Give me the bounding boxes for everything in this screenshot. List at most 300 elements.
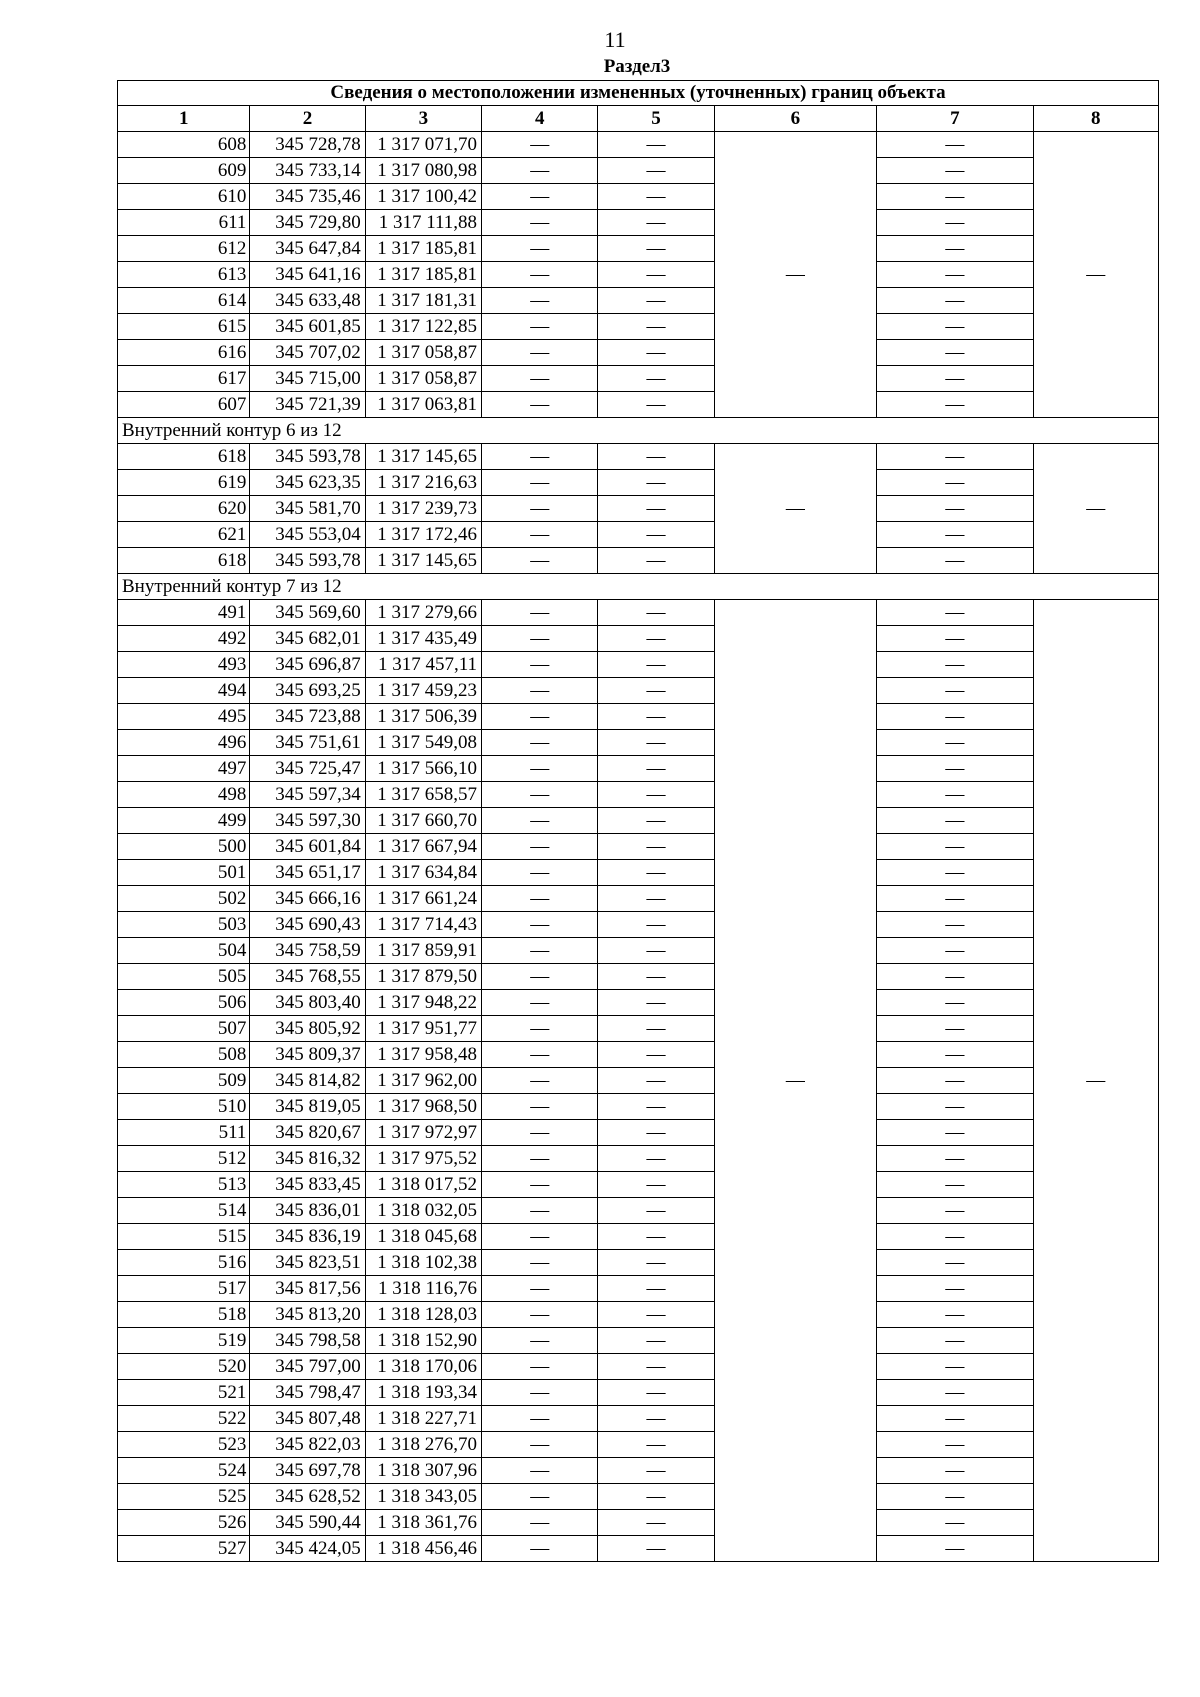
contour-label: Внутренний контур 7 из 12 <box>118 574 1159 600</box>
column-header: 6 <box>714 106 876 132</box>
coord-x: 345 633,48 <box>250 288 365 314</box>
coord-y: 1 317 145,65 <box>365 444 481 470</box>
col5-dash: — <box>598 1094 714 1120</box>
coord-y: 1 317 459,23 <box>365 678 481 704</box>
table-row <box>118 444 1159 470</box>
coord-y: 1 317 122,85 <box>365 314 481 340</box>
col5-dash: — <box>598 1484 714 1510</box>
col5-dash: — <box>598 366 714 392</box>
col5-dash: — <box>598 1380 714 1406</box>
col4-dash: — <box>482 1510 598 1536</box>
col7-dash: — <box>877 1276 1033 1302</box>
point-number: 521 <box>118 1380 250 1406</box>
col5-dash: — <box>598 470 714 496</box>
col7-dash: — <box>877 522 1033 548</box>
point-number: 511 <box>118 1120 250 1146</box>
table-row <box>118 704 1159 730</box>
col7-dash: — <box>877 470 1033 496</box>
col4-dash: — <box>482 1250 598 1276</box>
coord-y: 1 317 962,00 <box>365 1068 481 1094</box>
col7-dash: — <box>877 1406 1033 1432</box>
table-row <box>118 1094 1159 1120</box>
col5-dash: — <box>598 1198 714 1224</box>
col7-dash: — <box>877 1328 1033 1354</box>
coord-y: 1 317 279,66 <box>365 600 481 626</box>
table-row <box>118 1250 1159 1276</box>
col7-dash: — <box>877 262 1033 288</box>
table-row <box>118 1484 1159 1510</box>
coord-x: 345 590,44 <box>250 1510 365 1536</box>
col8-merged-dash: — <box>1033 444 1158 574</box>
col7-dash: — <box>877 964 1033 990</box>
col7-dash: — <box>877 1380 1033 1406</box>
col4-dash: — <box>482 1354 598 1380</box>
col5-dash: — <box>598 392 714 418</box>
col7-dash: — <box>877 990 1033 1016</box>
col4-dash: — <box>482 886 598 912</box>
coord-y: 1 317 658,57 <box>365 782 481 808</box>
coord-y: 1 317 100,42 <box>365 184 481 210</box>
coord-x: 345 581,70 <box>250 496 365 522</box>
table-row <box>118 1406 1159 1432</box>
table-row <box>118 912 1159 938</box>
coord-y: 1 318 017,52 <box>365 1172 481 1198</box>
point-number: 505 <box>118 964 250 990</box>
point-number: 494 <box>118 678 250 704</box>
table-row <box>118 678 1159 704</box>
col4-dash: — <box>482 444 598 470</box>
col5-dash: — <box>598 210 714 236</box>
coord-y: 1 317 968,50 <box>365 1094 481 1120</box>
col7-dash: — <box>877 834 1033 860</box>
col5-dash: — <box>598 626 714 652</box>
col5-dash: — <box>598 652 714 678</box>
col5-dash: — <box>598 782 714 808</box>
point-number: 508 <box>118 1042 250 1068</box>
table-row <box>118 1354 1159 1380</box>
coord-y: 1 317 145,65 <box>365 548 481 574</box>
coord-y: 1 317 435,49 <box>365 626 481 652</box>
col5-dash: — <box>598 314 714 340</box>
col4-dash: — <box>482 782 598 808</box>
col4-dash: — <box>482 652 598 678</box>
col4-dash: — <box>482 1146 598 1172</box>
col7-dash: — <box>877 444 1033 470</box>
coord-y: 1 318 170,06 <box>365 1354 481 1380</box>
col5-dash: — <box>598 704 714 730</box>
col8-merged-dash: — <box>1033 600 1158 1562</box>
coord-x: 345 816,32 <box>250 1146 365 1172</box>
column-header: 4 <box>482 106 598 132</box>
point-number: 507 <box>118 1016 250 1042</box>
table-row <box>118 860 1159 886</box>
point-number: 520 <box>118 1354 250 1380</box>
coord-x: 345 728,78 <box>250 132 365 158</box>
col4-dash: — <box>482 1458 598 1484</box>
point-number: 503 <box>118 912 250 938</box>
col4-dash: — <box>482 1042 598 1068</box>
col4-dash: — <box>482 1432 598 1458</box>
coord-x: 345 597,34 <box>250 782 365 808</box>
col5-dash: — <box>598 1406 714 1432</box>
coord-y: 1 318 152,90 <box>365 1328 481 1354</box>
col5-dash: — <box>598 184 714 210</box>
col4-dash: — <box>482 1484 598 1510</box>
col7-dash: — <box>877 652 1033 678</box>
table-row <box>118 496 1159 522</box>
coord-y: 1 318 227,71 <box>365 1406 481 1432</box>
point-number: 512 <box>118 1146 250 1172</box>
coord-x: 345 803,40 <box>250 990 365 1016</box>
table-row <box>118 288 1159 314</box>
col5-dash: — <box>598 730 714 756</box>
col7-dash: — <box>877 1302 1033 1328</box>
point-number: 618 <box>118 444 250 470</box>
col7-dash: — <box>877 1432 1033 1458</box>
table-row <box>118 1458 1159 1484</box>
table-row <box>118 1302 1159 1328</box>
col5-dash: — <box>598 1250 714 1276</box>
col6-merged-dash: — <box>714 444 876 574</box>
col5-dash: — <box>598 1016 714 1042</box>
coord-y: 1 317 948,22 <box>365 990 481 1016</box>
coord-y: 1 317 661,24 <box>365 886 481 912</box>
col5-dash: — <box>598 678 714 704</box>
coord-y: 1 317 185,81 <box>365 262 481 288</box>
coord-y: 1 317 506,39 <box>365 704 481 730</box>
coord-x: 345 569,60 <box>250 600 365 626</box>
point-number: 501 <box>118 860 250 886</box>
section-title: Раздел3 <box>603 56 671 77</box>
table-row <box>118 600 1159 626</box>
col7-dash: — <box>877 1510 1033 1536</box>
table-row <box>118 522 1159 548</box>
point-number: 607 <box>118 392 250 418</box>
table-row <box>118 730 1159 756</box>
table-row <box>118 1432 1159 1458</box>
coord-y: 1 317 181,31 <box>365 288 481 314</box>
table-row <box>118 210 1159 236</box>
col5-dash: — <box>598 1068 714 1094</box>
col7-dash: — <box>877 496 1033 522</box>
col7-dash: — <box>877 1172 1033 1198</box>
col4-dash: — <box>482 1172 598 1198</box>
col5-dash: — <box>598 548 714 574</box>
col4-dash: — <box>482 314 598 340</box>
contour-label: Внутренний контур 6 из 12 <box>118 418 1159 444</box>
col7-dash: — <box>877 314 1033 340</box>
column-header: 8 <box>1033 106 1158 132</box>
point-number: 617 <box>118 366 250 392</box>
col7-dash: — <box>877 158 1033 184</box>
table-row <box>118 262 1159 288</box>
table-row <box>118 1146 1159 1172</box>
col7-dash: — <box>877 1146 1033 1172</box>
table-title: Сведения о местоположении измененных (уточненных) границ объекта <box>118 81 1159 106</box>
coord-x: 345 733,14 <box>250 158 365 184</box>
col4-dash: — <box>482 808 598 834</box>
coord-x: 345 819,05 <box>250 1094 365 1120</box>
col4-dash: — <box>482 600 598 626</box>
col7-dash: — <box>877 600 1033 626</box>
point-number: 492 <box>118 626 250 652</box>
coord-x: 345 798,47 <box>250 1380 365 1406</box>
coord-x: 345 836,19 <box>250 1224 365 1250</box>
point-number: 500 <box>118 834 250 860</box>
point-number: 497 <box>118 756 250 782</box>
coord-x: 345 798,58 <box>250 1328 365 1354</box>
contour-row <box>118 574 1159 600</box>
col4-dash: — <box>482 548 598 574</box>
col4-dash: — <box>482 236 598 262</box>
column-header: 5 <box>598 106 714 132</box>
coord-y: 1 317 951,77 <box>365 1016 481 1042</box>
coord-x: 345 814,82 <box>250 1068 365 1094</box>
coord-x: 345 690,43 <box>250 912 365 938</box>
point-number: 513 <box>118 1172 250 1198</box>
table-row <box>118 340 1159 366</box>
table-row <box>118 1224 1159 1250</box>
point-number: 516 <box>118 1250 250 1276</box>
point-number: 498 <box>118 782 250 808</box>
col7-dash: — <box>877 808 1033 834</box>
table-row <box>118 1510 1159 1536</box>
coord-y: 1 318 116,76 <box>365 1276 481 1302</box>
col7-dash: — <box>877 860 1033 886</box>
col7-dash: — <box>877 886 1033 912</box>
coord-x: 345 623,35 <box>250 470 365 496</box>
table-row <box>118 236 1159 262</box>
coord-y: 1 317 063,81 <box>365 392 481 418</box>
col4-dash: — <box>482 860 598 886</box>
coord-y: 1 317 660,70 <box>365 808 481 834</box>
point-number: 619 <box>118 470 250 496</box>
col5-dash: — <box>598 964 714 990</box>
col4-dash: — <box>482 1224 598 1250</box>
point-number: 518 <box>118 1302 250 1328</box>
table-row <box>118 782 1159 808</box>
column-header: 2 <box>250 106 365 132</box>
coord-x: 345 820,67 <box>250 1120 365 1146</box>
column-header: 7 <box>877 106 1033 132</box>
col5-dash: — <box>598 1276 714 1302</box>
col5-dash: — <box>598 600 714 626</box>
coord-x: 345 707,02 <box>250 340 365 366</box>
col5-dash: — <box>598 288 714 314</box>
coord-y: 1 318 307,96 <box>365 1458 481 1484</box>
col5-dash: — <box>598 1458 714 1484</box>
point-number: 510 <box>118 1094 250 1120</box>
coord-y: 1 317 667,94 <box>365 834 481 860</box>
col5-dash: — <box>598 834 714 860</box>
coord-y: 1 318 343,05 <box>365 1484 481 1510</box>
coord-y: 1 317 111,88 <box>365 210 481 236</box>
coord-y: 1 317 058,87 <box>365 366 481 392</box>
coord-x: 345 758,59 <box>250 938 365 964</box>
coord-x: 345 593,78 <box>250 444 365 470</box>
col7-dash: — <box>877 1042 1033 1068</box>
point-number: 610 <box>118 184 250 210</box>
col4-dash: — <box>482 132 598 158</box>
col5-dash: — <box>598 1146 714 1172</box>
table-row <box>118 132 1159 158</box>
point-number: 496 <box>118 730 250 756</box>
coord-x: 345 651,17 <box>250 860 365 886</box>
col4-dash: — <box>482 158 598 184</box>
col7-dash: — <box>877 210 1033 236</box>
coord-y: 1 317 239,73 <box>365 496 481 522</box>
point-number: 615 <box>118 314 250 340</box>
col7-dash: — <box>877 288 1033 314</box>
col4-dash: — <box>482 1536 598 1562</box>
point-number: 502 <box>118 886 250 912</box>
col7-dash: — <box>877 1458 1033 1484</box>
point-number: 613 <box>118 262 250 288</box>
coord-y: 1 318 456,46 <box>365 1536 481 1562</box>
col7-dash: — <box>877 626 1033 652</box>
point-number: 522 <box>118 1406 250 1432</box>
table-row <box>118 1276 1159 1302</box>
table-row <box>118 834 1159 860</box>
col7-dash: — <box>877 730 1033 756</box>
col7-dash: — <box>877 1016 1033 1042</box>
coord-x: 345 822,03 <box>250 1432 365 1458</box>
col8-merged-dash: — <box>1033 132 1158 418</box>
coord-x: 345 697,78 <box>250 1458 365 1484</box>
col4-dash: — <box>482 1380 598 1406</box>
point-number: 504 <box>118 938 250 964</box>
col4-dash: — <box>482 1068 598 1094</box>
coord-x: 345 553,04 <box>250 522 365 548</box>
point-number: 523 <box>118 1432 250 1458</box>
coord-x: 345 715,00 <box>250 366 365 392</box>
col5-dash: — <box>598 262 714 288</box>
col5-dash: — <box>598 1536 714 1562</box>
coord-y: 1 317 549,08 <box>365 730 481 756</box>
point-number: 506 <box>118 990 250 1016</box>
col5-dash: — <box>598 912 714 938</box>
col7-dash: — <box>877 1198 1033 1224</box>
coord-x: 345 833,45 <box>250 1172 365 1198</box>
table-row <box>118 1198 1159 1224</box>
coord-x: 345 601,84 <box>250 834 365 860</box>
col7-dash: — <box>877 184 1033 210</box>
coord-x: 345 628,52 <box>250 1484 365 1510</box>
point-number: 614 <box>118 288 250 314</box>
coord-x: 345 725,47 <box>250 756 365 782</box>
col7-dash: — <box>877 756 1033 782</box>
column-header: 3 <box>365 106 481 132</box>
point-number: 493 <box>118 652 250 678</box>
table-row <box>118 548 1159 574</box>
table-row <box>118 1042 1159 1068</box>
col5-dash: — <box>598 236 714 262</box>
coord-y: 1 317 859,91 <box>365 938 481 964</box>
coord-y: 1 318 045,68 <box>365 1224 481 1250</box>
column-header: 1 <box>118 106 250 132</box>
coord-x: 345 682,01 <box>250 626 365 652</box>
coord-y: 1 317 972,97 <box>365 1120 481 1146</box>
table-row <box>118 808 1159 834</box>
col7-dash: — <box>877 132 1033 158</box>
contour-row <box>118 418 1159 444</box>
coord-y: 1 317 634,84 <box>365 860 481 886</box>
coord-x: 345 666,16 <box>250 886 365 912</box>
col7-dash: — <box>877 1068 1033 1094</box>
coord-y: 1 318 193,34 <box>365 1380 481 1406</box>
point-number: 514 <box>118 1198 250 1224</box>
point-number: 499 <box>118 808 250 834</box>
col4-dash: — <box>482 756 598 782</box>
coord-x: 345 693,25 <box>250 678 365 704</box>
col4-dash: — <box>482 1406 598 1432</box>
col4-dash: — <box>482 626 598 652</box>
col5-dash: — <box>598 340 714 366</box>
table-row <box>118 990 1159 1016</box>
coord-x: 345 601,85 <box>250 314 365 340</box>
col7-dash: — <box>877 1250 1033 1276</box>
col4-dash: — <box>482 730 598 756</box>
col7-dash: — <box>877 1536 1033 1562</box>
table-title-row <box>118 81 1159 106</box>
coord-x: 345 735,46 <box>250 184 365 210</box>
coordinates-table <box>117 80 1159 1562</box>
table-row <box>118 886 1159 912</box>
coord-x: 345 729,80 <box>250 210 365 236</box>
col5-dash: — <box>598 860 714 886</box>
col5-dash: — <box>598 1354 714 1380</box>
coord-y: 1 317 879,50 <box>365 964 481 990</box>
col4-dash: — <box>482 1120 598 1146</box>
col7-dash: — <box>877 1094 1033 1120</box>
coord-y: 1 317 080,98 <box>365 158 481 184</box>
col5-dash: — <box>598 1328 714 1354</box>
col4-dash: — <box>482 990 598 1016</box>
col4-dash: — <box>482 1198 598 1224</box>
col4-dash: — <box>482 1016 598 1042</box>
coord-y: 1 317 958,48 <box>365 1042 481 1068</box>
point-number: 527 <box>118 1536 250 1562</box>
coord-x: 345 836,01 <box>250 1198 365 1224</box>
col5-dash: — <box>598 1432 714 1458</box>
table-row <box>118 652 1159 678</box>
point-number: 509 <box>118 1068 250 1094</box>
coord-x: 345 797,00 <box>250 1354 365 1380</box>
col4-dash: — <box>482 1302 598 1328</box>
col4-dash: — <box>482 678 598 704</box>
col7-dash: — <box>877 938 1033 964</box>
table-row <box>118 1172 1159 1198</box>
coord-y: 1 317 566,10 <box>365 756 481 782</box>
point-number: 611 <box>118 210 250 236</box>
col4-dash: — <box>482 470 598 496</box>
point-number: 491 <box>118 600 250 626</box>
col4-dash: — <box>482 1276 598 1302</box>
table-row <box>118 1120 1159 1146</box>
col7-dash: — <box>877 1484 1033 1510</box>
coord-x: 345 597,30 <box>250 808 365 834</box>
col5-dash: — <box>598 808 714 834</box>
col4-dash: — <box>482 392 598 418</box>
point-number: 526 <box>118 1510 250 1536</box>
col5-dash: — <box>598 1120 714 1146</box>
coord-x: 345 647,84 <box>250 236 365 262</box>
col7-dash: — <box>877 236 1033 262</box>
col4-dash: — <box>482 496 598 522</box>
col7-dash: — <box>877 548 1033 574</box>
table-row <box>118 366 1159 392</box>
point-number: 608 <box>118 132 250 158</box>
